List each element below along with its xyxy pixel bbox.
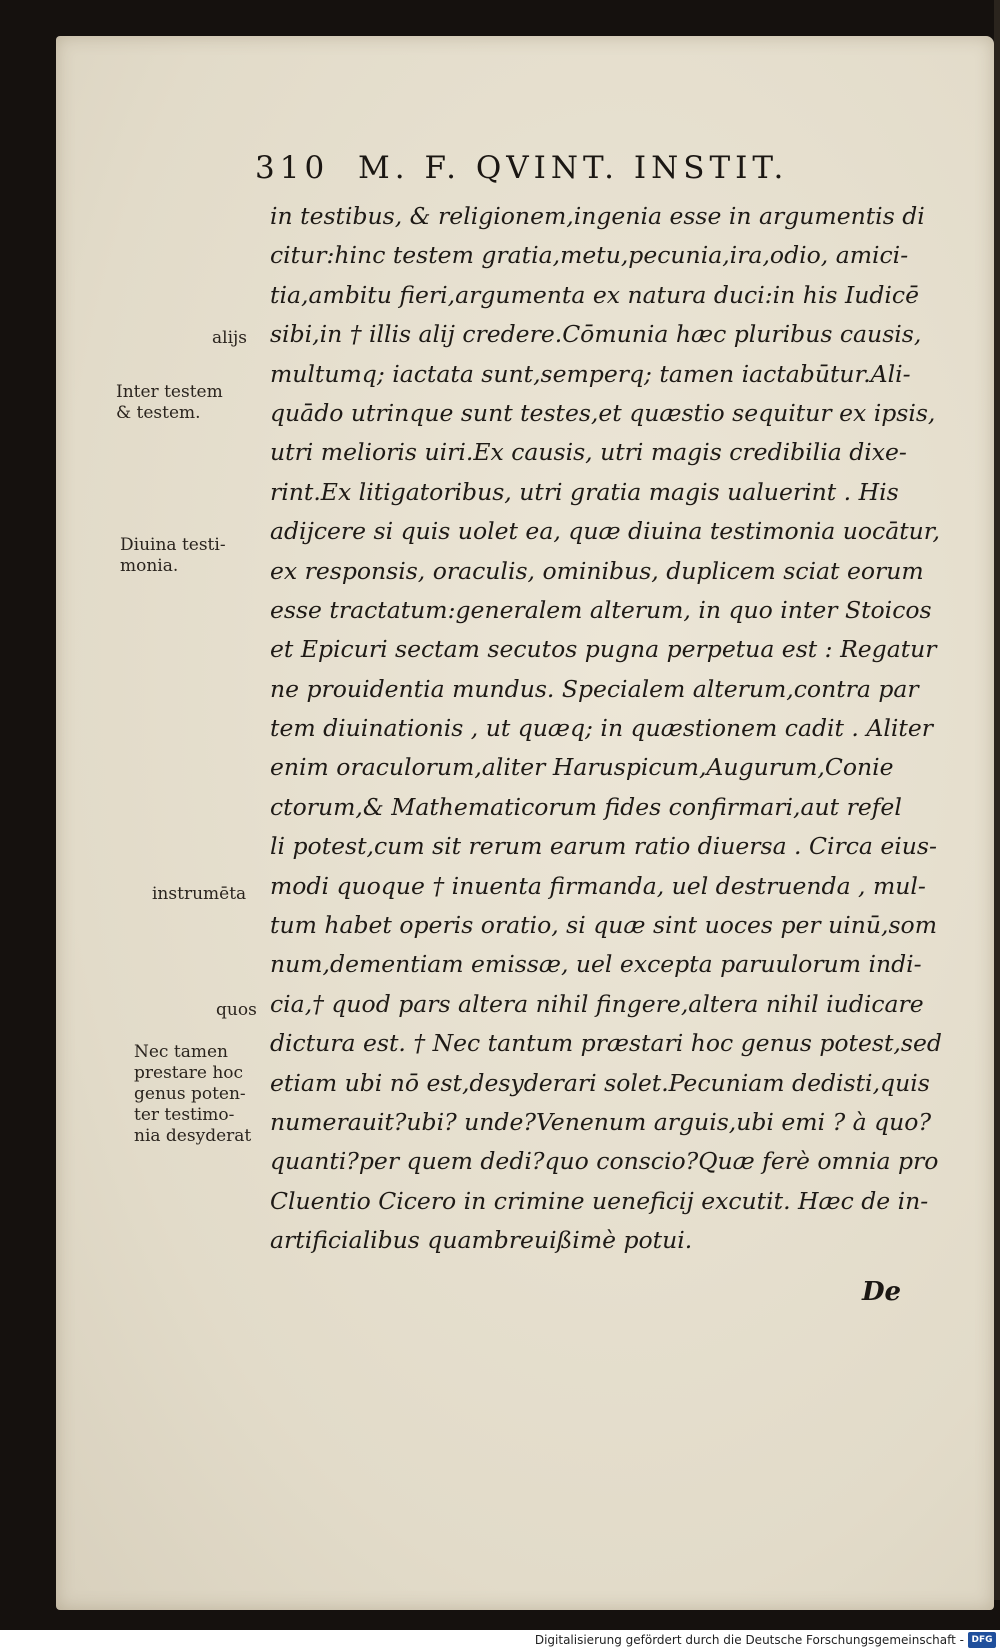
text-line: adijcere si quis uolet ea, quæ diuina testimonia uocātur, (270, 517, 940, 546)
body-text (270, 197, 942, 1261)
margin-note-line: quos (216, 1000, 257, 1020)
margin-note (216, 1000, 257, 1021)
margin-note-line: nia desyderat (134, 1126, 252, 1146)
text-line: cia,† quod pars altera nihil fingere,altera nihil iudicare (270, 989, 924, 1018)
running-title: M. F. QVINT. INSTIT. (358, 150, 789, 186)
margin-note-line: genus poten- (134, 1084, 246, 1104)
text-line: rint.Ex litigatoribus, utri gratia magis ualuerint . His (270, 477, 899, 506)
text-line: sibi,in † illis alij credere.Cōmunia hæc pluribus causis, (270, 320, 922, 349)
margin-note-line: prestare hoc (134, 1063, 244, 1083)
page-number: 310 (255, 150, 330, 186)
margin-note-line: monia. (120, 556, 179, 576)
margin-note-line: instrumēta (152, 884, 247, 904)
margin-note-line: alijs (212, 328, 248, 348)
text-line: quādo utrinque sunt testes,et quæstio sequitur ex ipsis, (270, 398, 936, 427)
text-line: ex responsis, oraculis, ominibus, duplicem sciat eorum (270, 556, 924, 585)
dfg-logo: DFG (968, 1632, 996, 1648)
funding-credit: Digitalisierung gefördert durch die Deutsche Forschungsgemeinschaft - (534, 1633, 964, 1647)
margin-note-line: ter testimo- (134, 1105, 235, 1125)
margin-note (116, 382, 223, 424)
text-line: artificialibus quambreuißimè potui. (270, 1226, 693, 1255)
text-line: Cluentio Cicero in crimine ueneficij excutit. Hæc de in- (270, 1186, 929, 1215)
text-line: ctorum,& Mathematicorum fides confirmari,aut refel (270, 792, 902, 821)
margin-note (152, 884, 246, 905)
text-line: dictura est. † Nec tantum præstari hoc genus potest,sed (270, 1029, 942, 1058)
text-line: et Epicuri sectam secutos pugna perpetua est : Regatur (270, 635, 937, 664)
margin-note (212, 328, 247, 349)
margin-note-line: & testem. (116, 403, 201, 423)
text-line: tem diuinationis , ut quæq; in quæstionem cadit . Aliter (270, 714, 933, 743)
text-line: tum habet operis oratio, si quæ sint uoces per uinū,som (270, 911, 937, 940)
running-head (255, 150, 875, 194)
margin-note-line: Inter testem (116, 382, 223, 402)
text-line: citur:hinc testem gratia,metu,pecunia,ira,odio, amici- (270, 241, 909, 270)
margin-note-line: Diuina testi- (120, 535, 226, 555)
text-line: num,dementiam emissæ, uel excepta paruulorum indi- (270, 950, 922, 979)
text-line: multumq; iactata sunt,semperq; tamen iactabūtur.Ali- (270, 359, 911, 388)
text-line: etiam ubi nō est,desyderari solet.Pecuniam dedisti,quis (270, 1068, 930, 1097)
digitization-footer (0, 1630, 1000, 1651)
margin-note (134, 1042, 251, 1147)
page-edge (994, 0, 1000, 1600)
text-line: enim oraculorum,aliter Haruspicum,Augurum,Conie (270, 753, 894, 782)
text-line: utri melioris uiri.Ex causis, utri magis credibilia dixe- (270, 438, 907, 467)
margin-note (120, 535, 226, 577)
text-line: modi quoque † inuenta firmanda, uel destruenda , mul- (270, 871, 926, 900)
margin-note-line: Nec tamen (134, 1042, 228, 1062)
catchword: De (862, 1277, 902, 1307)
text-line: ne prouidentia mundus. Specialem alterum,contra par (270, 674, 919, 703)
text-line: tia,ambitu fieri,argumenta ex natura duci:in his Iudicē (270, 280, 920, 309)
text-line: esse tractatum:generalem alterum, in quo inter Stoicos (270, 595, 932, 624)
text-line: li potest,cum sit rerum earum ratio diuersa . Circa eius- (270, 832, 937, 861)
text-line: in testibus, & religionem,ingenia esse in argumentis di (270, 202, 925, 230)
text-line: quanti?per quem dedi?quo conscio?Quæ ferè omnia pro (270, 1147, 939, 1176)
text-line: numerauit?ubi? unde?Venenum arguis,ubi emi ? à quo? (270, 1107, 932, 1136)
